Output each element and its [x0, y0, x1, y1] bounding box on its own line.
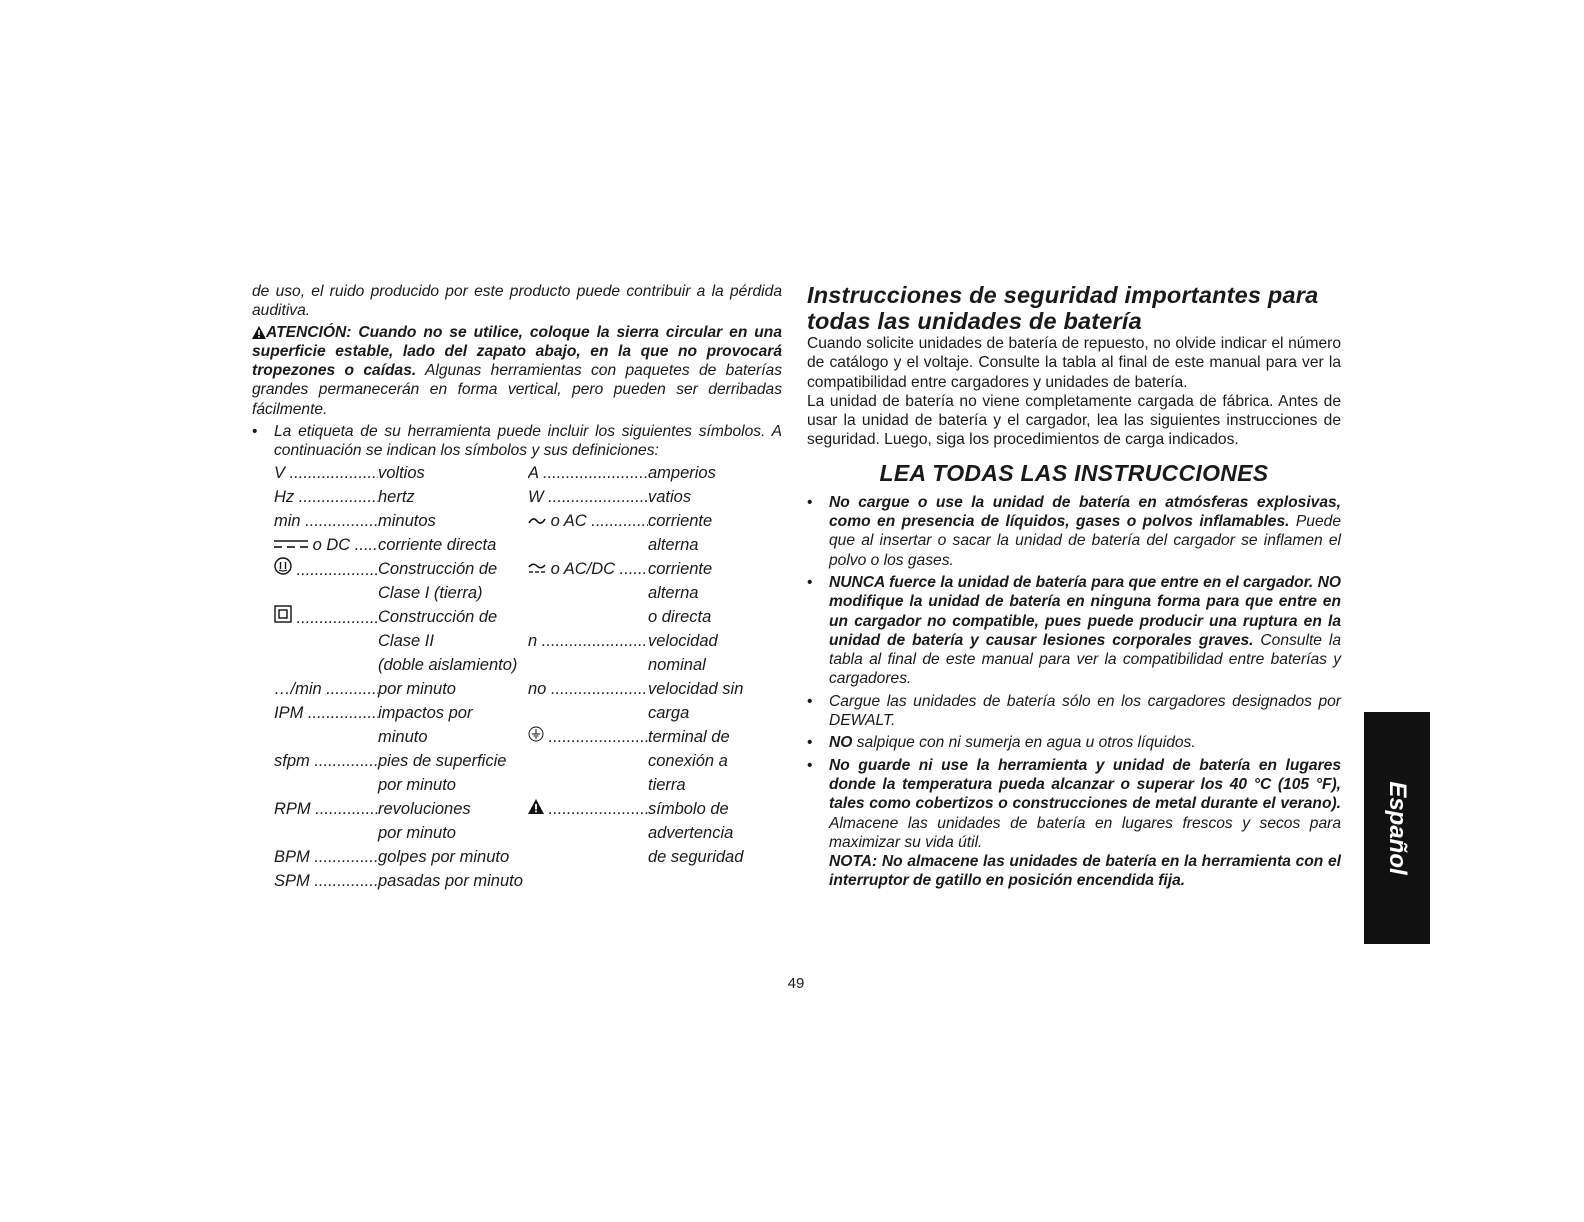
symbols-bullet	[252, 422, 782, 461]
storage-rest: Almacene las unidades de batería en lugares frescos y secos para maximizar su vida útil.	[829, 814, 1341, 851]
symbol-row	[274, 797, 782, 821]
left-column	[252, 282, 782, 901]
symbol-row	[274, 725, 782, 749]
bullet-dot: •	[252, 423, 258, 441]
water-bold: NO	[829, 734, 853, 752]
symbol-row	[274, 653, 782, 677]
symbol-row	[274, 869, 782, 893]
symbol-definition: golpes por minuto	[378, 847, 510, 866]
symbol-definition: por minuto	[378, 679, 456, 698]
hearing-loss-text: de uso, el ruido producido por este producto puede contribuir a la pérdida auditiva.	[252, 283, 782, 320]
symbol-definition: corriente directa	[378, 535, 497, 554]
symbol-row	[274, 461, 782, 485]
language-tab-label: Español	[1384, 781, 1411, 875]
bullet-dot: •	[807, 756, 813, 774]
symbol-key-text: …/min	[274, 679, 322, 698]
force-rest: Consulte la tabla al final de este manual para ver la compatibilidad entre baterías y cargadores.	[829, 631, 1341, 688]
symbol-definition: minutos	[378, 511, 436, 530]
bullet-force	[807, 573, 1341, 689]
symbol-definition: voltios	[378, 463, 425, 482]
symbol-definition: (doble aislamiento)	[378, 655, 518, 674]
warning-triangle-icon	[252, 326, 266, 339]
symbol-key	[528, 677, 648, 701]
read-all-heading: LEA TODAS LAS INSTRUCCIONES	[879, 459, 1269, 486]
symbol-definition: corriente	[648, 559, 713, 578]
ac-current-icon	[528, 516, 546, 526]
water-rest: salpique con ni sumerja en agua u otros líquidos.	[852, 734, 1196, 752]
symbol-key-text: sfpm	[274, 751, 310, 770]
symbol-row	[274, 581, 782, 605]
language-tab	[1364, 712, 1430, 944]
symbol-key-text: RPM	[274, 799, 311, 818]
symbols-table	[274, 461, 782, 901]
symbol-key	[528, 485, 648, 509]
bullet-water	[807, 733, 1341, 752]
symbol-row	[274, 773, 782, 797]
symbol-definition: tierra	[648, 775, 686, 794]
ac-dc-current-icon	[528, 562, 546, 574]
explosive-bold: No cargue o use la unidad de batería en atmósferas explosivas, como en presencia de líquidos, gases o polvos inflamables.	[829, 493, 1341, 531]
symbol-key	[528, 509, 648, 533]
bullet-storage	[807, 756, 1341, 891]
symbol-key-text: Hz	[274, 487, 295, 506]
symbols-intro: La etiqueta de su herramienta puede incluir los siguientes símbolos. A continuación se indican los símbolos y sus definiciones:	[274, 423, 782, 460]
symbol-row	[274, 749, 782, 773]
explosive-rest: Puede que al insertar o sacar la unidad de batería del cargador se inflamen el polvo o los gases.	[829, 513, 1341, 569]
storage-bold: No guarde ni use la herramienta y unidad de batería en lugares donde la temperatura pueda alcanzar o superar los 40 °C (105 °F), tales como cobertizos o construcciones de metal durante el verano).	[829, 756, 1341, 813]
symbol-definition: de seguridad	[648, 847, 744, 866]
symbol-key-text: BPM	[274, 847, 310, 866]
bullet-dot: •	[807, 573, 813, 591]
symbol-key	[528, 629, 648, 653]
symbol-row	[274, 557, 782, 581]
symbol-key	[274, 869, 378, 893]
symbol-definition: por minuto	[378, 775, 456, 794]
symbol-key	[528, 725, 648, 749]
symbol-definition: advertencia	[648, 823, 734, 842]
symbol-row	[274, 629, 782, 653]
symbol-definition: terminal de	[648, 727, 730, 746]
symbol-definition: conexión a	[648, 751, 728, 770]
symbol-row	[274, 701, 782, 725]
symbol-key-text: SPM	[274, 871, 310, 890]
symbol-key	[528, 797, 648, 821]
symbol-row	[274, 533, 782, 557]
force-bold: NUNCA fuerce la unidad de batería para que entre en el cargador. NO modifique la unidad de batería en ninguna forma para que entre en un cargador no compatible, pues puede producir una ruptura en la unidad de batería y causar lesiones corporales graves.	[829, 573, 1341, 649]
symbol-definition: pasadas por minuto	[378, 871, 523, 890]
symbol-row	[274, 821, 782, 845]
symbol-definition: corriente	[648, 511, 713, 530]
replacement-paragraph: Cuando solicite unidades de batería de repuesto, no olvide indicar el número de catálogo y el voltaje. Consulte la tabla al final de este manual para ver la compatibilidad entre cargadores y unidades de batería.	[807, 335, 1341, 391]
symbol-key-text: no	[528, 679, 547, 698]
symbol-definition: revoluciones	[378, 799, 471, 818]
symbol-row	[274, 845, 782, 869]
designated-text: Cargue las unidades de batería sólo en los cargadores designados por DEWALT.	[829, 692, 1341, 730]
symbol-key-text: V	[274, 463, 286, 482]
atencion-paragraph	[252, 323, 782, 419]
section-title: Instrucciones de seguridad importantes para todas las unidades de batería	[807, 282, 1319, 334]
symbol-row	[274, 677, 782, 701]
symbol-definition: velocidad	[648, 631, 718, 650]
right-column	[807, 282, 1341, 891]
symbol-definition: hertz	[378, 487, 415, 506]
bullet-dot: •	[807, 692, 813, 710]
symbol-definition: vatios	[648, 487, 692, 506]
symbol-definition: Clase II	[378, 631, 434, 650]
symbol-definition: nominal	[648, 655, 706, 674]
safety-alert-icon	[528, 799, 544, 814]
symbol-key-text: min	[274, 511, 301, 530]
symbol-row	[274, 605, 782, 629]
symbol-key-text: o AC	[550, 511, 587, 530]
symbol-key-text: W	[528, 487, 544, 506]
symbol-definition: Construcción de	[378, 607, 498, 626]
bullet-dot: •	[807, 493, 813, 511]
symbol-definition: velocidad sin	[648, 679, 744, 698]
atencion-rest: Algunas herramientas con paquetes de baterías grandes permanecerán en forma vertical, pero pueden ser derribadas fácilmente.	[252, 362, 782, 418]
symbol-definition: impactos por	[378, 703, 473, 722]
symbol-key	[528, 461, 648, 485]
symbol-key-text: IPM	[274, 703, 304, 722]
bullet-designated	[807, 692, 1341, 731]
symbol-definition: minuto	[378, 727, 428, 746]
atencion-bold: ATENCIÓN: Cuando no se utilice, coloque la sierra circular en una superficie estable, lado del zapato abajo, en la que no provocará tropezones o caídas.	[252, 323, 782, 380]
symbol-key-text: o AC/DC	[550, 559, 616, 578]
symbol-row	[274, 509, 782, 533]
symbol-definition: alterna	[648, 583, 699, 602]
symbol-definition: pies de superficie	[378, 751, 507, 770]
symbol-definition: carga	[648, 703, 690, 722]
bullet-dot: •	[807, 734, 813, 752]
symbol-definition: o directa	[648, 607, 712, 626]
symbol-definition: amperios	[648, 463, 716, 482]
symbol-definition: alterna	[648, 535, 699, 554]
symbol-key	[528, 557, 648, 581]
earth-terminal-icon	[528, 726, 544, 742]
symbol-key-text: o DC	[312, 535, 351, 554]
page-number: 49	[787, 975, 805, 992]
symbol-key-text: A	[528, 463, 539, 482]
bullet-explosive	[807, 493, 1341, 570]
symbol-definition: Construcción de	[378, 559, 498, 578]
symbol-key-text: n	[528, 631, 538, 650]
symbol-definition: símbolo de	[648, 799, 729, 818]
charge-paragraph: La unidad de batería no viene completamente cargada de fábrica. Antes de usar la unidad de batería y el cargador, lea las siguientes instrucciones de seguridad. Luego, siga los procedimientos de carga indicados.	[807, 392, 1341, 449]
nota-text: NOTA: No almacene las unidades de batería en la herramienta con el interruptor de gatillo en posición encendida fija.	[829, 853, 1341, 890]
symbol-row	[274, 485, 782, 509]
symbol-definition: por minuto	[378, 823, 456, 842]
symbol-definition: Clase I (tierra)	[378, 583, 483, 602]
